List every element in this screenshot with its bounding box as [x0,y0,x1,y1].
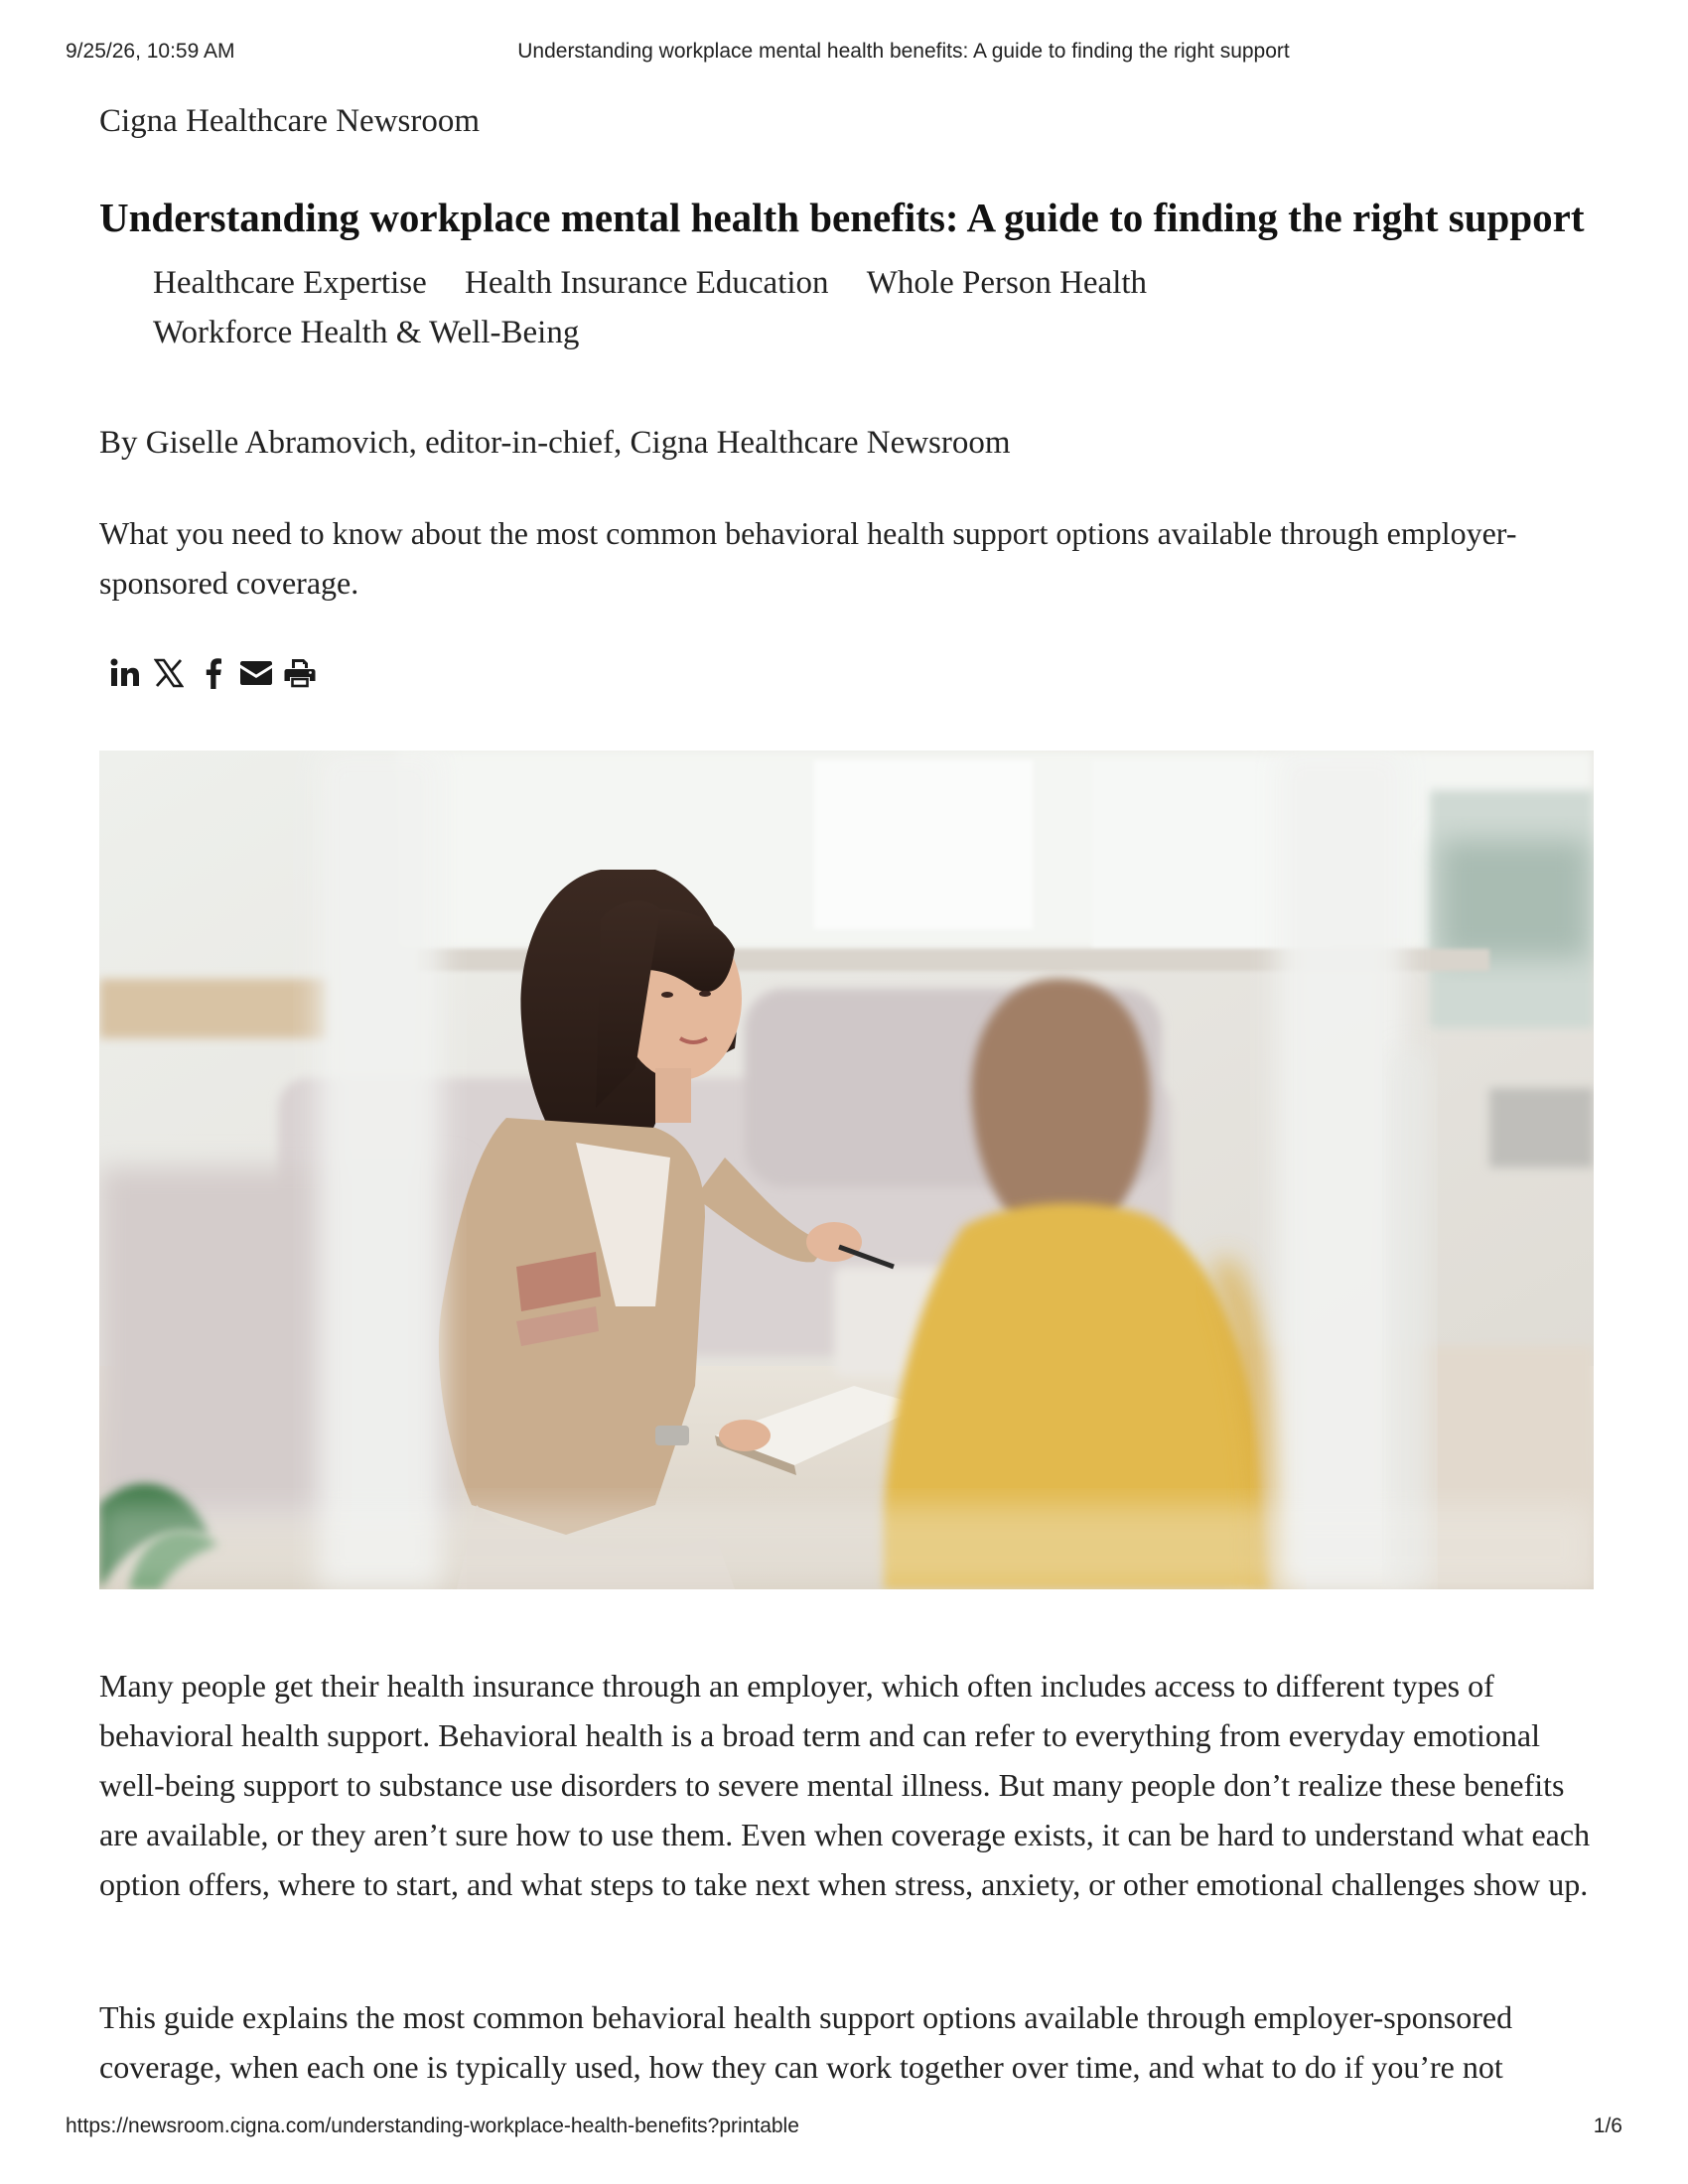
email-icon[interactable] [238,654,274,692]
article-tags [153,258,1245,357]
article-title: Understanding workplace mental health benefits: A guide to finding the right support [99,195,1585,240]
tag-healthcare-expertise[interactable]: Healthcare Expertise [153,265,427,301]
article-dek: What you need to know about the most common behavioral health support options available through employer-sponsored coverage. [99,515,1517,601]
tag-whole-person-health[interactable]: Whole Person Health [866,265,1148,301]
tag-workforce-health[interactable]: Workforce Health & Well-Being [153,315,580,350]
page-number: 1/6 [1593,2115,1622,2137]
facebook-icon[interactable] [195,654,230,692]
site-name[interactable]: Cigna Healthcare Newsroom [99,103,481,139]
print-header [66,40,1622,69]
linkedin-icon[interactable] [107,654,143,692]
print-datetime: 9/25/26, 10:59 AM [66,40,235,63]
tag-health-insurance-education[interactable]: Health Insurance Education [465,265,829,301]
print-page-title: Understanding workplace mental health benefits: A guide to finding the right support [517,40,1290,63]
share-bar [107,653,318,693]
print-icon[interactable] [282,654,318,692]
x-icon[interactable] [151,654,187,692]
byline: By Giselle Abramovich, editor-in-chief, Cigna Healthcare Newsroom [99,425,1011,461]
hero-image [99,751,1594,1589]
print-url: https://newsroom.cigna.com/understanding-workplace-health-benefits?printable [66,2115,799,2137]
article-paragraph: This guide explains the most common behavioral health support options available through employer-sponsored coverage, when each one is typically used, how they can work together over time, and what to do if you’re not [99,1999,1513,2085]
print-footer [66,2115,1622,2144]
article-paragraph: Many people get their health insurance through an employer, which often includes access to different types of behavioral health support. Behavioral health is a broad term and can refer to everything from everyday emotional well-being support to substance use disorders to severe mental illness. But many people don’t realize these benefits are available, or they aren’t sure how to use them. Even when coverage exists, it can be hard to understand what each option offers, where to start, and what steps to take next when stress, anxiety, or other emotional challenges show up. [99,1668,1591,1902]
